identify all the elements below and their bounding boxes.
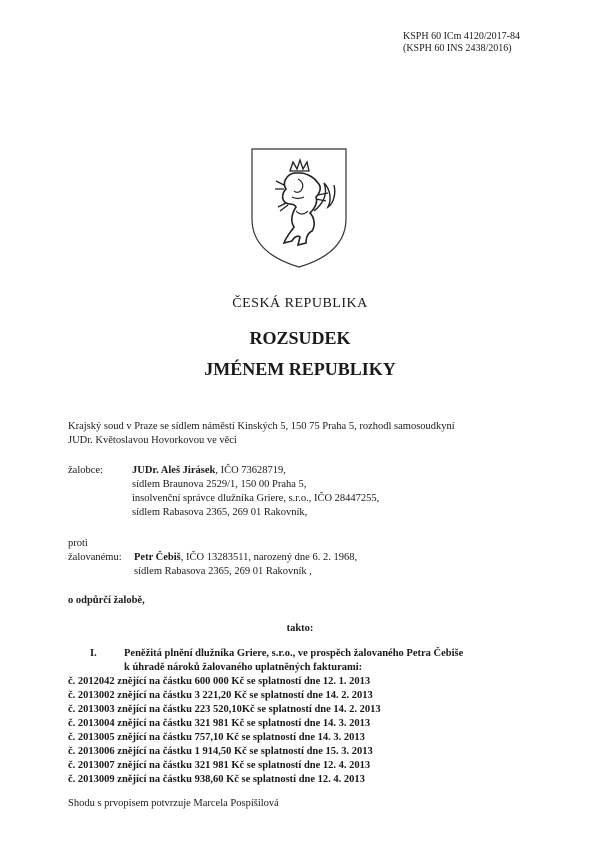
country-name: ČESKÁ REPUBLIKA xyxy=(232,296,368,311)
verdict-line-1: Peněžitá plnění dlužníka Griere, s.r.o., ve prospěch žalovaného Petra Čebiše xyxy=(124,648,464,659)
plaintiff-line-1 xyxy=(132,464,286,478)
defendant-name: Petr Čebiš xyxy=(134,552,181,563)
invoice-item: č. 2013003 znějící na částku 223 520,10Kč se splatností dne 14. 2. 2013 xyxy=(68,704,381,715)
defendant-label: žalovanému: xyxy=(68,552,122,563)
intro-line-1: Krajský soud v Praze se sídlem náměstí Kinských 5, 150 75 Praha 5, rozhodl samosoudkyní xyxy=(68,421,455,432)
invoice-item: č. 2012042 znějící na částku 600 000 Kč se splatností dne 12. 1. 2013 xyxy=(68,676,371,687)
verdict-line-2: k úhradě nároků žalovaného uplatněných fakturami: xyxy=(124,662,363,673)
verdict-numeral: I. xyxy=(90,648,97,659)
plaintiff-line-4: sídlem Rabasova 2365, 269 01 Rakovník, xyxy=(132,507,308,518)
document-title: ROZSUDEK xyxy=(249,328,351,348)
czech-lion-shield-icon xyxy=(248,145,350,271)
plaintiff-line-3: insolvenční správce dlužníka Griere, s.r.o., IČO 28447255, xyxy=(132,493,380,504)
plaintiff-label: žalobce: xyxy=(68,465,103,476)
matter-text: o odpůrčí žalobě, xyxy=(68,595,145,606)
invoice-item: č. 2013005 znějící na částku 757,10 Kč se splatností dne 14. 3. 2013 xyxy=(68,732,365,743)
invoice-item: č. 2013009 znějící na částku 938,60 Kč se splatností dne 12. 4. 2013 xyxy=(68,774,365,785)
plaintiff-id: , IČO 73628719, xyxy=(215,465,286,476)
invoice-item: č. 2013006 znějící na částku 1 914,50 Kč se splatností dne 15. 3. 2013 xyxy=(68,746,373,757)
case-number: KSPH 60 ICm 4120/2017-84 xyxy=(403,31,520,42)
case-number-secondary: (KSPH 60 INS 2438/2016) xyxy=(403,43,512,54)
plaintiff-line-2: sídlem Braunova 2529/1, 150 00 Praha 5, xyxy=(132,479,307,490)
versus-label: proti xyxy=(68,538,88,549)
invoice-item: č. 2013002 znějící na částku 3 221,20 Kč se splatností dne 14. 2. 2013 xyxy=(68,690,373,701)
intro-line-2: JUDr. Květoslavou Hovorkovou ve věci xyxy=(68,435,237,446)
defendant-line-2: sídlem Rabasova 2365, 269 01 Rakovník , xyxy=(134,566,312,577)
defendant-id: , IČO 13283511, narozený dne 6. 2. 1968, xyxy=(180,552,358,563)
document-subtitle: JMÉNEM REPUBLIKY xyxy=(204,359,396,379)
defendant-line-1 xyxy=(134,551,357,565)
invoice-item: č. 2013007 znějící na částku 321 981 Kč se splatností dne 12. 4. 2013 xyxy=(68,760,371,771)
certification-note: Shodu s prvopisem potvrzuje Marcela Pospíšilová xyxy=(68,798,279,809)
invoice-item: č. 2013004 znějící na částku 321 981 Kč se splatností dne 14. 3. 2013 xyxy=(68,718,371,729)
verdict-intro: takto: xyxy=(286,623,314,634)
plaintiff-name: JUDr. Aleš Jirásek xyxy=(132,465,216,476)
